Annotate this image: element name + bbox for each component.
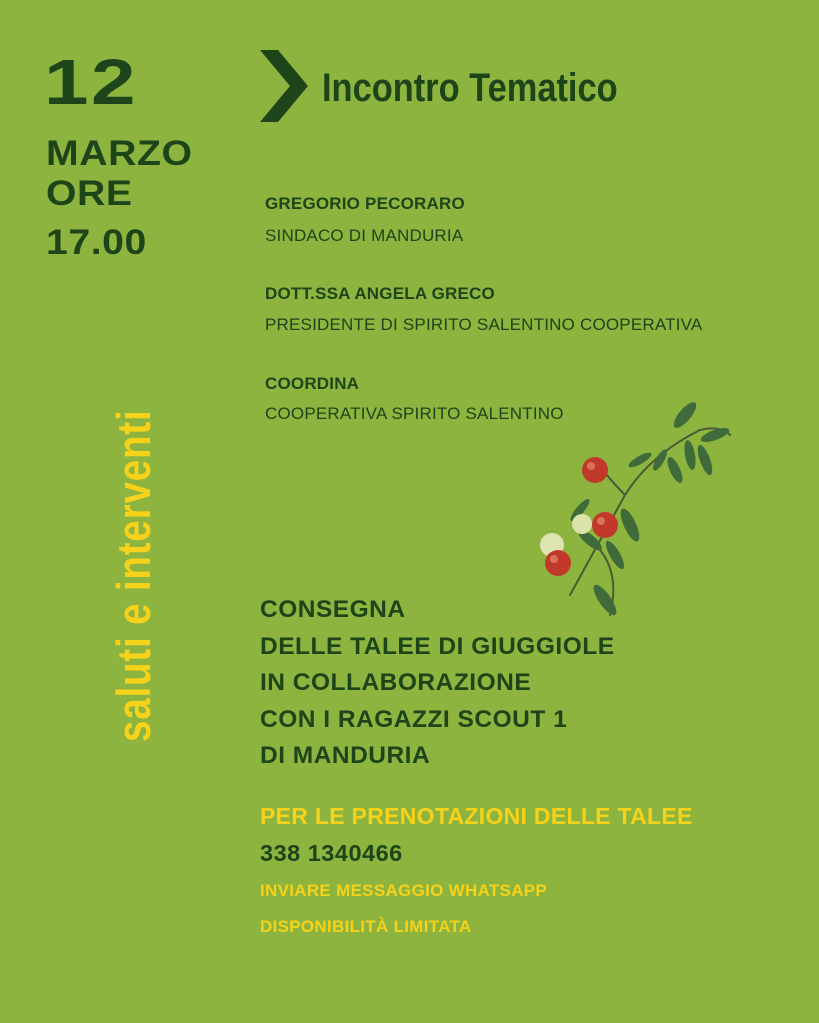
event-time: 17.00	[46, 223, 147, 262]
speaker-1-role: SINDACO DI MANDURIA	[265, 226, 464, 245]
vertical-section-label	[107, 336, 160, 742]
event-time-label: ORE	[46, 174, 133, 213]
booking-phone[interactable]: 338 1340466	[260, 840, 403, 866]
consegna-line: DELLE TALEE DI GIUGGIOLE	[260, 632, 615, 660]
speaker-2-name: DOTT.SSA ANGELA GRECO	[265, 284, 495, 303]
consegna-line: CONSEGNA	[260, 596, 406, 623]
consegna-line: DI MANDURIA	[260, 742, 431, 769]
speaker-3-name: COORDINA	[265, 374, 360, 393]
booking-heading: PER LE PRENOTAZIONI DELLE TALEE	[260, 803, 693, 829]
speaker-1-name: GREGORIO PECORARO	[265, 194, 465, 213]
event-title: Incontro Tematico	[322, 66, 618, 110]
speaker-3-role: COOPERATIVA SPIRITO SALENTINO	[265, 404, 564, 423]
event-month: MARZO	[46, 134, 193, 173]
speaker-2-role: PRESIDENTE DI SPIRITO SALENTINO COOPERATIVA	[265, 315, 703, 334]
consegna-line: CON I RAGAZZI SCOUT 1	[260, 705, 568, 733]
consegna-block	[260, 592, 615, 775]
booking-note: DISPONIBILITÀ LIMITATA	[260, 917, 472, 936]
booking-instruction: INVIARE MESSAGGIO WHATSAPP	[260, 881, 548, 900]
vertical-label-text: saluti e interventi	[107, 409, 160, 742]
consegna-line: IN COLLABORAZIONE	[260, 669, 532, 696]
chevron-right-icon	[258, 48, 310, 124]
event-day: 12	[44, 46, 138, 118]
